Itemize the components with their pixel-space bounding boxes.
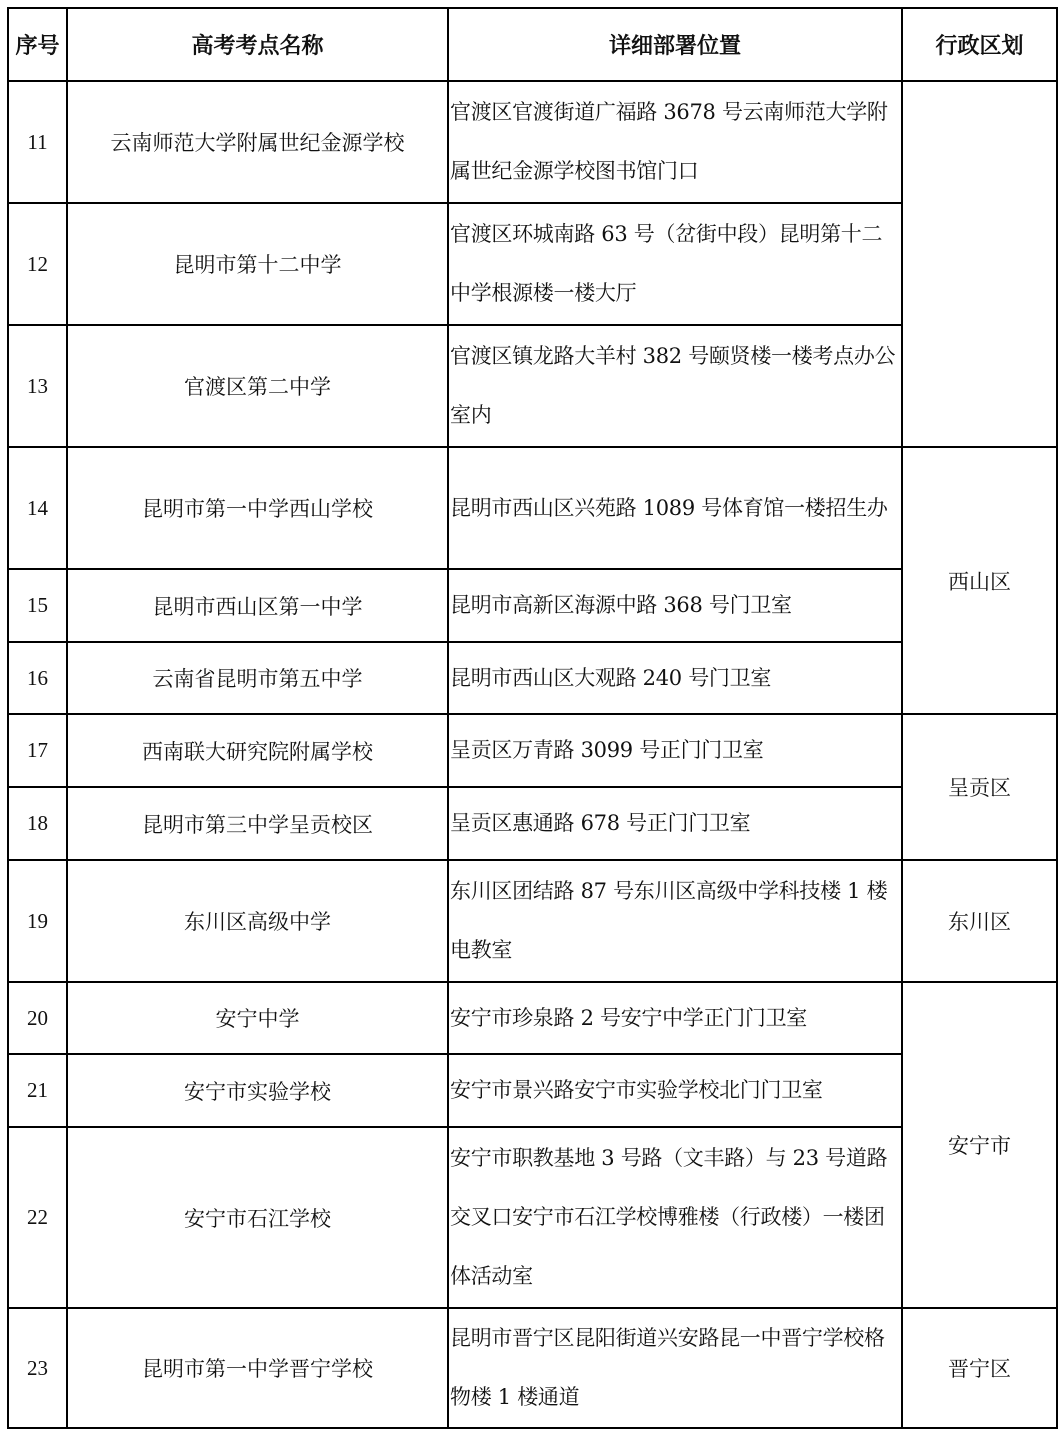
table-row bbox=[8, 860, 1057, 982]
table-row bbox=[8, 203, 1057, 325]
site-name: 昆明市西山区第一中学 bbox=[67, 569, 448, 642]
site-name: 昆明市第三中学呈贡校区 bbox=[67, 787, 448, 860]
row-index: 23 bbox=[8, 1308, 67, 1428]
district-cell-xishan: 西山区 bbox=[902, 447, 1057, 714]
site-location: 安宁市职教基地 3 号路（文丰路）与 23 号道路交叉口安宁市石江学校博雅楼（行政楼）一楼团体活动室 bbox=[448, 1127, 902, 1308]
district-cell-guandu bbox=[902, 81, 1057, 447]
table-row bbox=[8, 642, 1057, 714]
district-cell-anning: 安宁市 bbox=[902, 982, 1057, 1308]
district-cell-jinning: 晋宁区 bbox=[902, 1308, 1057, 1428]
table-row bbox=[8, 1308, 1057, 1428]
site-name: 云南师范大学附属世纪金源学校 bbox=[67, 81, 448, 203]
site-name: 安宁市实验学校 bbox=[67, 1054, 448, 1127]
site-name: 昆明市第十二中学 bbox=[67, 203, 448, 325]
table-row bbox=[8, 1127, 1057, 1308]
site-location: 昆明市高新区海源中路 368 号门卫室 bbox=[448, 569, 902, 642]
row-index: 18 bbox=[8, 787, 67, 860]
table-row bbox=[8, 447, 1057, 569]
table-row bbox=[8, 714, 1057, 787]
header-name: 高考考点名称 bbox=[67, 8, 448, 81]
row-index: 12 bbox=[8, 203, 67, 325]
site-name: 昆明市第一中学晋宁学校 bbox=[67, 1308, 448, 1428]
site-location: 安宁市景兴路安宁市实验学校北门门卫室 bbox=[448, 1054, 902, 1127]
row-index: 17 bbox=[8, 714, 67, 787]
row-index: 13 bbox=[8, 325, 67, 447]
site-name: 安宁市石江学校 bbox=[67, 1127, 448, 1308]
table-row bbox=[8, 569, 1057, 642]
site-name: 云南省昆明市第五中学 bbox=[67, 642, 448, 714]
district-cell-chenggong: 呈贡区 bbox=[902, 714, 1057, 860]
site-location: 官渡区环城南路 63 号（岔街中段）昆明第十二中学根源楼一楼大厅 bbox=[448, 203, 902, 325]
site-location: 东川区团结路 87 号东川区高级中学科技楼 1 楼电教室 bbox=[448, 860, 902, 982]
site-name: 安宁中学 bbox=[67, 982, 448, 1054]
site-name: 官渡区第二中学 bbox=[67, 325, 448, 447]
site-location: 官渡区镇龙路大羊村 382 号颐贤楼一楼考点办公室内 bbox=[448, 325, 902, 447]
table-row bbox=[8, 325, 1057, 447]
row-index: 16 bbox=[8, 642, 67, 714]
table-row bbox=[8, 787, 1057, 860]
row-index: 11 bbox=[8, 81, 67, 203]
row-index: 19 bbox=[8, 860, 67, 982]
table-row bbox=[8, 81, 1057, 203]
row-index: 14 bbox=[8, 447, 67, 569]
header-district: 行政区划 bbox=[902, 8, 1057, 81]
row-index: 20 bbox=[8, 982, 67, 1054]
site-location: 昆明市西山区大观路 240 号门卫室 bbox=[448, 642, 902, 714]
exam-site-table bbox=[7, 7, 1058, 1429]
row-index: 22 bbox=[8, 1127, 67, 1308]
site-name: 昆明市第一中学西山学校 bbox=[67, 447, 448, 569]
site-location: 官渡区官渡街道广福路 3678 号云南师范大学附属世纪金源学校图书馆门口 bbox=[448, 81, 902, 203]
row-index: 21 bbox=[8, 1054, 67, 1127]
site-location: 昆明市晋宁区昆阳街道兴安路昆一中晋宁学校格物楼 1 楼通道 bbox=[448, 1308, 902, 1428]
row-index: 15 bbox=[8, 569, 67, 642]
header-location: 详细部署位置 bbox=[448, 8, 902, 81]
district-cell-dongchuan: 东川区 bbox=[902, 860, 1057, 982]
site-location: 昆明市西山区兴苑路 1089 号体育馆一楼招生办 bbox=[448, 447, 902, 569]
site-name: 西南联大研究院附属学校 bbox=[67, 714, 448, 787]
header-index: 序号 bbox=[8, 8, 67, 81]
site-name: 东川区高级中学 bbox=[67, 860, 448, 982]
site-location: 呈贡区万青路 3099 号正门门卫室 bbox=[448, 714, 902, 787]
table-row bbox=[8, 982, 1057, 1054]
site-location: 呈贡区惠通路 678 号正门门卫室 bbox=[448, 787, 902, 860]
header-row bbox=[8, 8, 1057, 81]
table-row bbox=[8, 1054, 1057, 1127]
site-location: 安宁市珍泉路 2 号安宁中学正门门卫室 bbox=[448, 982, 902, 1054]
